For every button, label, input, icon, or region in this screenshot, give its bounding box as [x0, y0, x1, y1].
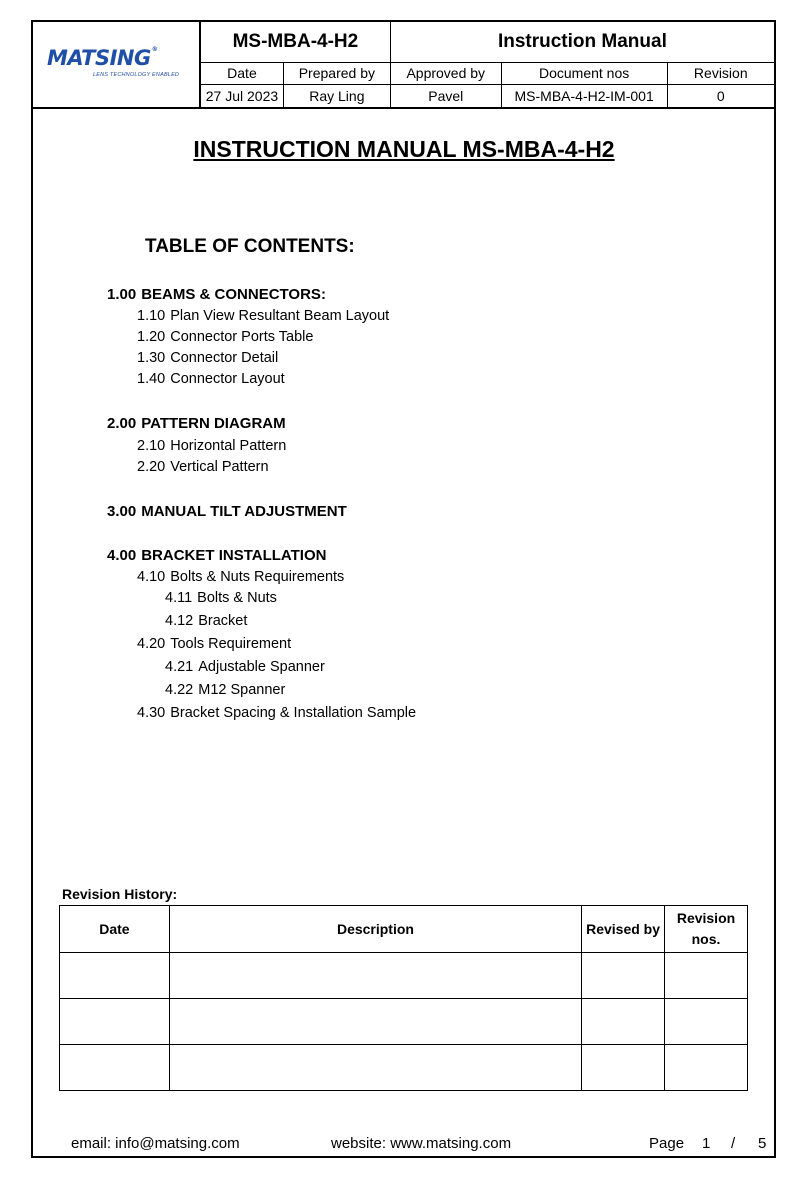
toc-entry: 4.20 Tools Requirement: [137, 636, 292, 652]
toc-entry: 1.10 Plan View Resultant Beam Layout: [137, 308, 390, 324]
logo-area: [33, 22, 200, 107]
logo-brand: MATSING: [47, 46, 151, 70]
header-col-approved-by: Approved by: [390, 62, 501, 84]
header-date-value: 27 Jul 2023: [201, 84, 284, 107]
rev-col-description: Description: [169, 906, 581, 953]
toc-heading: TABLE OF CONTENTS:: [145, 236, 355, 257]
toc-entry: 3.00 MANUAL TILT ADJUSTMENT: [107, 503, 347, 520]
toc-entry: 1.00 BEAMS & CONNECTORS:: [107, 286, 326, 303]
footer-page-separator: /: [731, 1135, 736, 1152]
registered-mark-icon: ®: [151, 46, 158, 53]
page-title: INSTRUCTION MANUAL MS-MBA-4-H2: [193, 136, 615, 162]
rev-col-revised-by: Revised by: [582, 906, 665, 953]
header-approved-by-value: Pavel: [390, 84, 501, 107]
toc-entry: 2.10 Horizontal Pattern: [137, 438, 287, 454]
table-row: [60, 1045, 748, 1091]
toc-entry: 2.20 Vertical Pattern: [137, 459, 269, 475]
toc-entry: 1.40 Connector Layout: [137, 371, 285, 387]
footer-page-current: 1: [702, 1135, 711, 1152]
toc-entry: 2.00 PATTERN DIAGRAM: [107, 415, 286, 432]
toc-entry: 4.30 Bracket Spacing & Installation Sample: [137, 705, 417, 721]
footer-page-total: 5: [758, 1135, 767, 1152]
rev-col-date: Date: [60, 906, 170, 953]
document-header-table: [200, 22, 774, 107]
header-prepared-by-value: Ray Ling: [283, 84, 390, 107]
header-col-date: Date: [201, 62, 284, 84]
footer-website: website: www.matsing.com: [331, 1135, 512, 1152]
revision-history-table: [59, 905, 748, 1091]
footer-email: email: info@matsing.com: [71, 1135, 240, 1152]
rev-col-revision-nos: Revision nos.: [665, 906, 748, 953]
header-col-document-nos: Document nos: [501, 62, 667, 84]
header-col-prepared-by: Prepared by: [283, 62, 390, 84]
header-document-nos-value: MS-MBA-4-H2-IM-001: [501, 84, 667, 107]
revision-history-label: Revision History:: [62, 886, 178, 902]
logo-tagline: LENS TECHNOLOGY ENABLED: [93, 72, 180, 78]
toc-entry: 1.20 Connector Ports Table: [137, 329, 314, 345]
toc-entry: 4.22 M12 Spanner: [165, 682, 286, 698]
table-row: [60, 999, 748, 1045]
toc-entry: 4.11 Bolts & Nuts: [165, 590, 277, 606]
document-type: Instruction Manual: [390, 22, 774, 62]
toc-entry: 4.21 Adjustable Spanner: [165, 659, 325, 675]
toc-entry: 4.12 Bracket: [165, 613, 248, 629]
header-col-revision: Revision: [667, 62, 774, 84]
toc-entry: 4.00 BRACKET INSTALLATION: [107, 547, 327, 564]
company-logo: [47, 46, 157, 70]
toc-entry: 1.30 Connector Detail: [137, 350, 279, 366]
model-number: MS-MBA-4-H2: [201, 22, 391, 62]
header-divider: [33, 107, 774, 109]
toc-entry: 4.10 Bolts & Nuts Requirements: [137, 569, 345, 585]
header-revision-value: 0: [667, 84, 774, 107]
footer-page-label: Page: [649, 1135, 685, 1152]
table-row: [60, 953, 748, 999]
